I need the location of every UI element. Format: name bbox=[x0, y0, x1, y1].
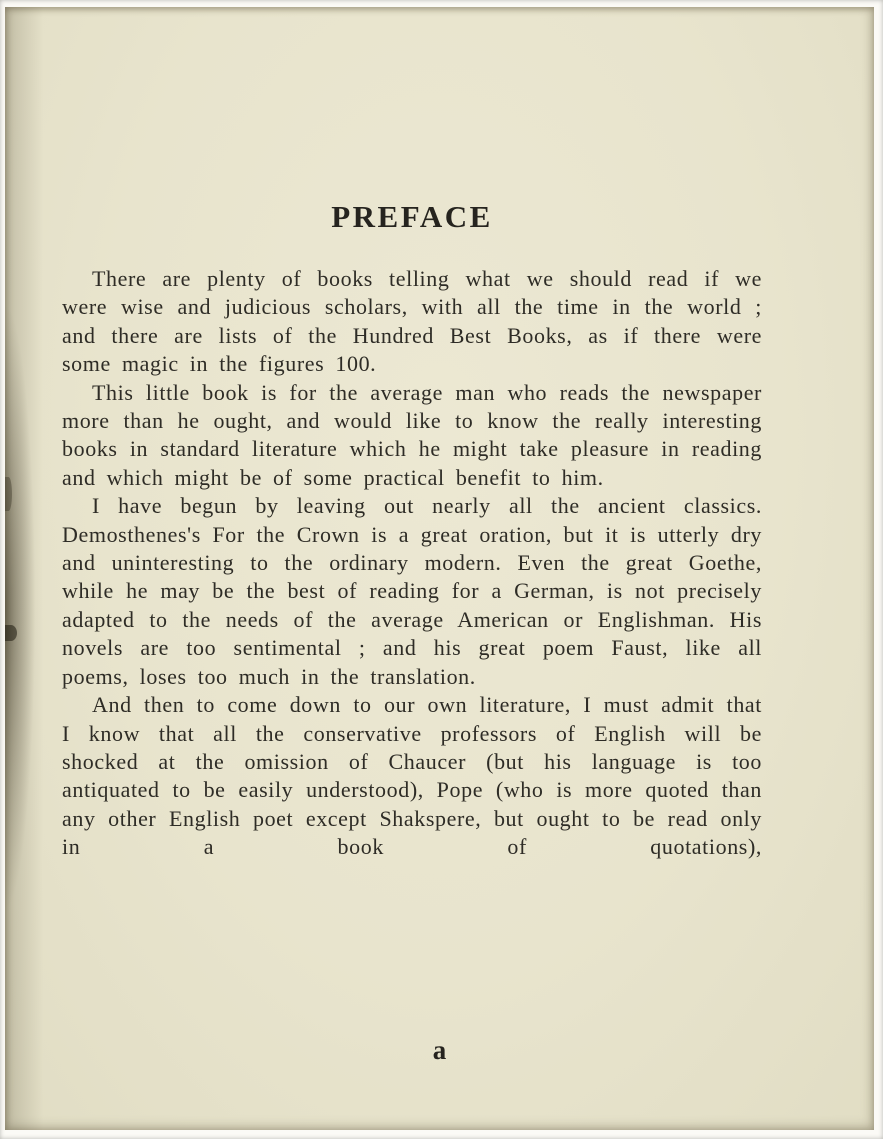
paragraph-2: This little book is for the average man who reads the newspaper more than he ought, and would like to know the really interesting books in standard literature which he might take pleasure in reading and which might be of some practical benefit to him. bbox=[62, 379, 762, 490]
page-title: PREFACE bbox=[331, 199, 493, 234]
book-page bbox=[5, 7, 874, 1130]
page-edge-smudge-small bbox=[5, 477, 12, 511]
signature-mark: a bbox=[432, 1035, 447, 1065]
paragraph-1: There are plenty of books telling what we should read if we were wise and judicious scholars, with all the time in the world ; and there are lists of the Hundred Best Books, as if there were some magic in the figures 100. bbox=[62, 266, 762, 377]
paragraph-4: And then to come down to our own literature, I must admit that I know that all the conservative professors of English will be shocked at the omission of Chaucer (but his language is too antiquated to be easily understood), Pope (who is more quoted than any other English poet except Shakspere, but ought to be read only in a book of quotations), bbox=[62, 692, 762, 860]
text-block bbox=[62, 199, 762, 862]
preface-body bbox=[62, 265, 762, 862]
page-edge-smudge bbox=[5, 625, 17, 641]
binding-shadow bbox=[5, 7, 53, 1130]
paragraph-3: I have begun by leaving out nearly all the ancient classics. Demosthenes's For the Crown is a great oration, but it is utterly dry and uninteresting to the ordinary modern. Even the great Goethe, while he may be the best of reading for a German, is not precisely adapted to the needs of the average American or Englishman. His novels are too sentimental ; and his great poem Faust, like all poems, loses too much in the translation. bbox=[62, 493, 762, 689]
